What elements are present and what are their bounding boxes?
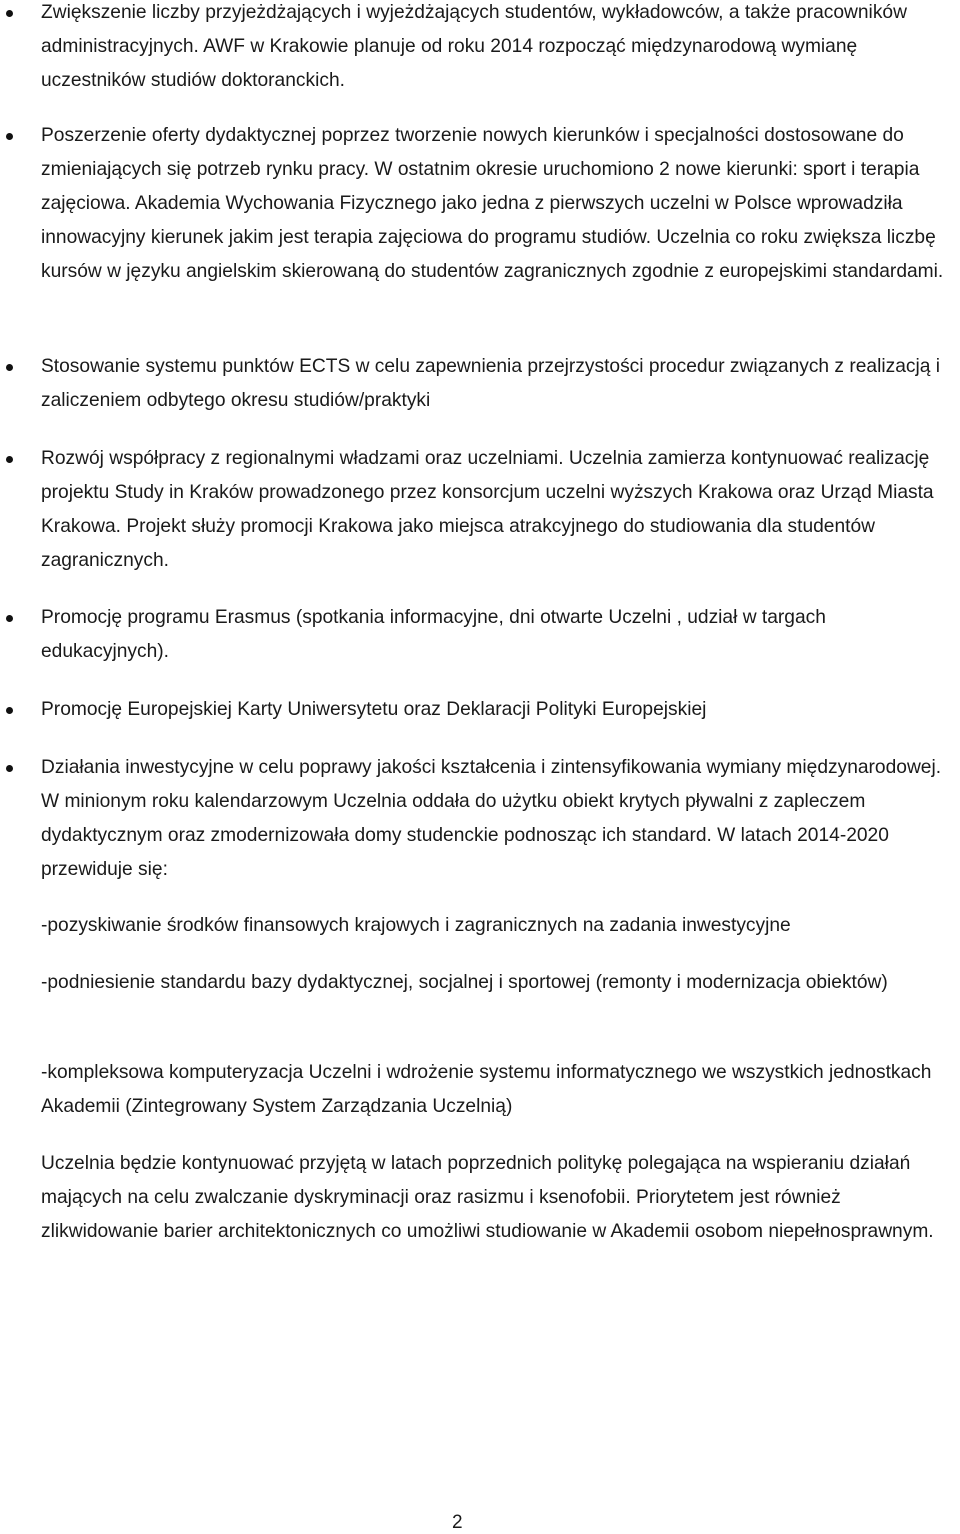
bullet-item (41, 350, 959, 418)
bullet-item (41, 442, 959, 578)
dash-item: -podniesienie standardu bazy dydaktycznej, socjalnej i sportowej (remonty i modernizacja obiektów) (41, 972, 888, 993)
bullet-text: Zwiększenie liczby przyjeżdżających i wyjeżdżających studentów, wykładowców, a także pracowników administracyjnych. AWF w Krakowie planuje od roku 2014 rozpocząć międzynarodową wymianę uczestników studiów doktoranckich. (41, 2, 907, 91)
page-number: 2 (452, 1512, 463, 1533)
bullet-item (41, 0, 959, 98)
bullet-icon (6, 10, 13, 17)
bullet-icon (6, 364, 13, 371)
bullet-text: Promocję programu Erasmus (spotkania informacyjne, dni otwarte Uczelni , udział w targach edukacyjnych). (41, 607, 826, 662)
bullet-text: Poszerzenie oferty dydaktycznej poprzez tworzenie nowych kierunków i specjalności dostosowane do zmieniających się potrzeb rynku pracy. W ostatnim okresie uruchomiono 2 nowe kierunki: sport i terapia zajęciowa. Akademia Wychowania Fizycznego jako jedna z pierwszych uczelni w Polsce wprowadziła innowacyjny kierunek jakim jest terapia zajęciowa do programu studiów. Uczelnia co roku zwiększa liczbę kursów w języku angielskim skierowaną do studentów zagranicznych zgodnie z europejskimi standardami. (41, 125, 944, 282)
bullet-text: Stosowanie systemu punktów ECTS w celu zapewnienia przejrzystości procedur związanych z realizacją i zaliczeniem odbytego okresu studiów/praktyki (41, 356, 941, 411)
bullet-text: Promocję Europejskiej Karty Uniwersytetu oraz Deklaracji Polityki Europejskiej (41, 699, 707, 720)
bullet-icon (6, 133, 13, 140)
bullet-item (41, 119, 959, 289)
bullet-item (41, 693, 959, 727)
bullet-text: Działania inwestycyjne w celu poprawy jakości kształcenia i zintensyfikowania wymiany międzynarodowej. W minionym roku kalendarzowym Uczelnia oddała do użytku obiekt krytych pływalni z zapleczem dydaktycznym oraz zmodernizowała domy studenckie podnosząc ich standard. W latach 2014-2020 przewiduje się: (41, 757, 942, 880)
bullet-icon (6, 456, 13, 463)
bullet-icon (6, 765, 13, 772)
dash-item: -kompleksowa komputeryzacja Uczelni i wdrożenie systemu informatycznego we wszystkich jednostkach Akademii (Zintegrowany System Zarządzania Uczelnią) (41, 1062, 932, 1117)
bullet-icon (6, 615, 13, 622)
bullet-item (41, 751, 959, 887)
bullet-item (41, 601, 959, 669)
bullet-text: Rozwój współpracy z regionalnymi władzami oraz uczelniami. Uczelnia zamierza kontynuować realizację projektu Study in Kraków prowadzonego przez konsorcjum uczelni wyższych Krakowa oraz Urząd Miasta Krakowa. Projekt służy promocji Krakowa jako miejsca atrakcyjnego do studiowania dla studentów zagranicznych. (41, 448, 934, 571)
bullet-icon (6, 707, 13, 714)
dash-item: -pozyskiwanie środków finansowych krajowych i zagranicznych na zadania inwestycyjne (41, 915, 791, 936)
closing-paragraph: Uczelnia będzie kontynuować przyjętą w latach poprzednich politykę polegająca na wspieraniu działań mających na celu zwalczanie dyskryminacji oraz rasizmu i ksenofobii. Priorytetem jest również zlikwidowanie barier architektonicznych co umożliwi studiowanie w Akademii osobom niepełnosprawnym. (41, 1153, 934, 1242)
